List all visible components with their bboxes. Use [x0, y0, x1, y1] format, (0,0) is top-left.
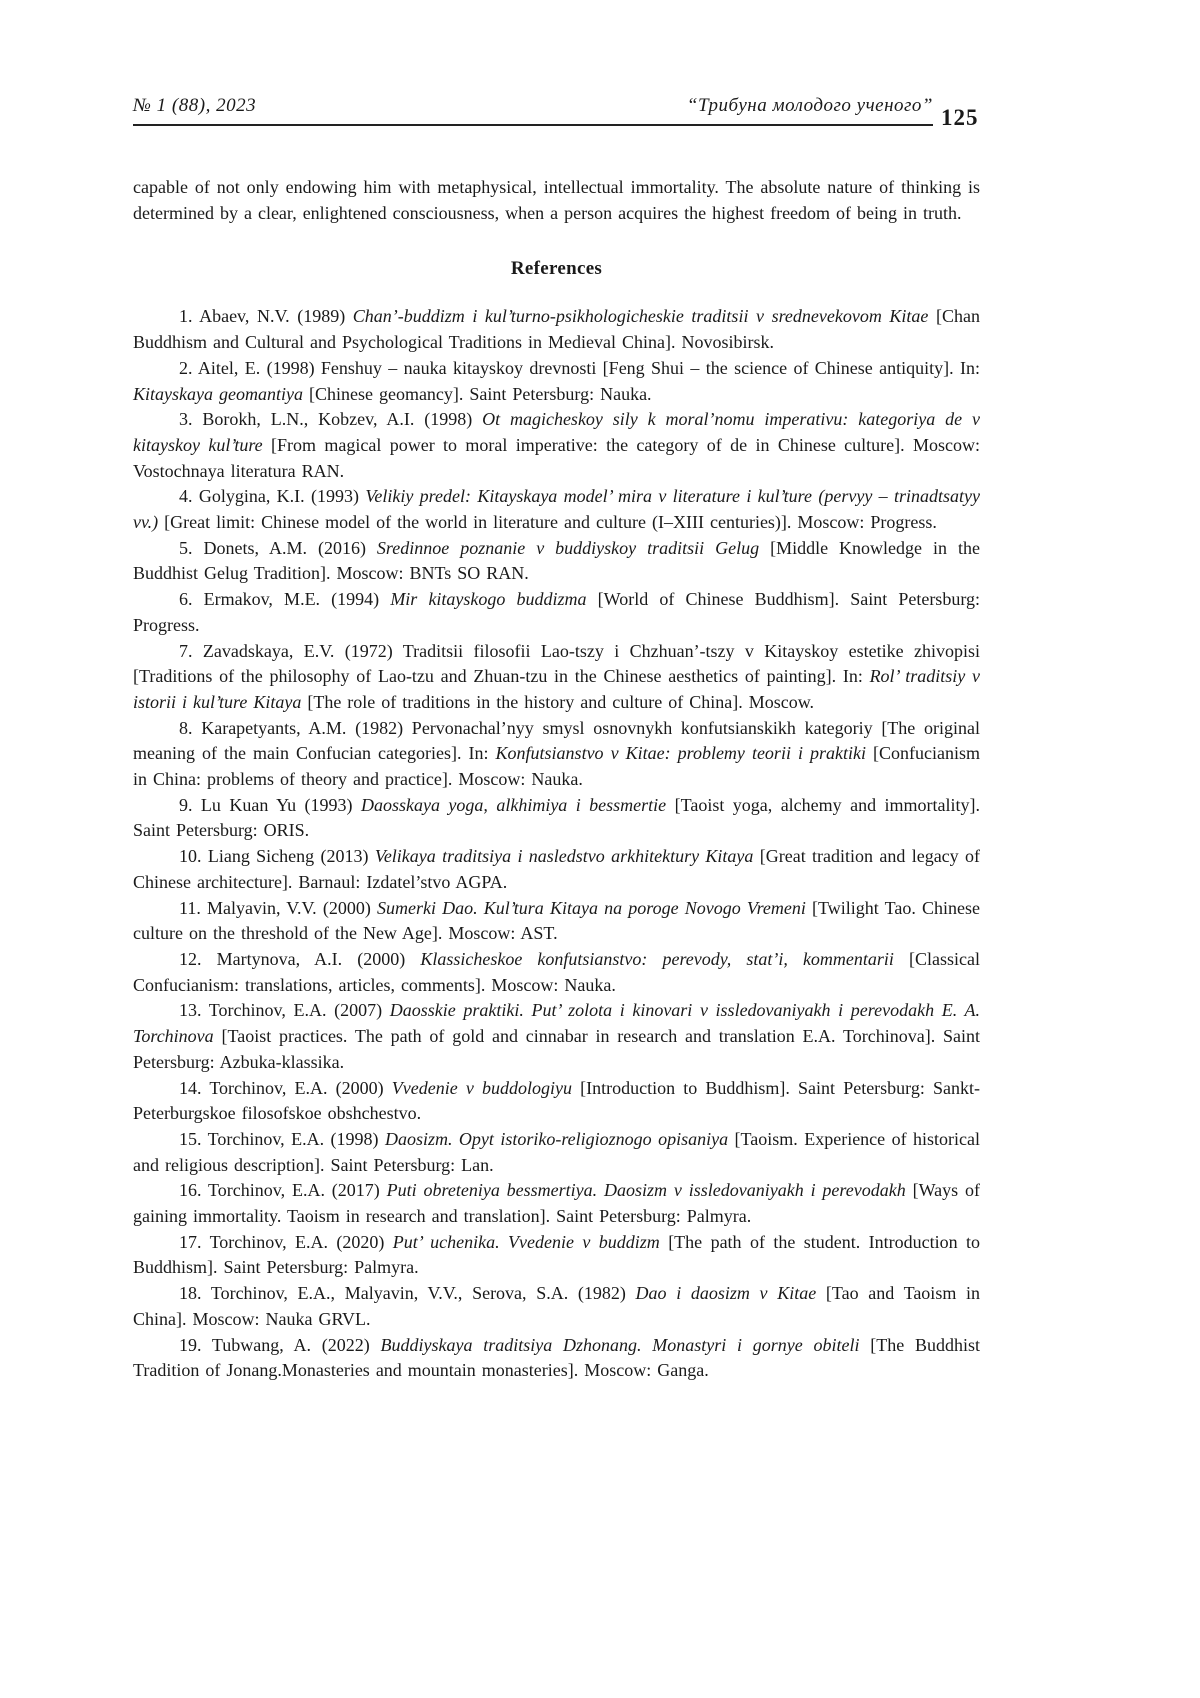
- reference-item: [133, 1127, 980, 1178]
- issue-label: № 1 (88), 2023: [133, 95, 257, 116]
- reference-item: [133, 356, 980, 407]
- reference-text: 3. Borokh, L.N., Kobzev, A.I. (1998): [179, 409, 483, 430]
- reference-text: 16. Torchinov, E.A. (2017): [179, 1180, 387, 1201]
- reference-item: [133, 304, 980, 355]
- reference-item: [133, 1230, 980, 1281]
- reference-text: [Great tradition and legacy of Chinese architecture]. Barnaul: Izdatel’stvo AGPA.: [133, 846, 981, 892]
- reference-title: Chan’-buddizm i kul’turno-psikhologicheskie traditsii v srednevekovom Kitae: [352, 306, 929, 327]
- reference-title: Dao i daosizm v Kitae: [635, 1283, 817, 1304]
- reference-text: 12. Martynova, A.I. (2000): [179, 948, 421, 969]
- reference-text: 7. Zavadskaya, E.V. (1972) Traditsii filosofii Lao-tszy i Chzhuan’-tszy v Kitayskoy estetike zhivopisi [Traditions of the philosophy of Lao-tzu and Zhuan-tzu in the Chinese aesthetics of painting]. In:: [133, 640, 980, 687]
- reference-text: [Taoism. Experience of historical and religious description]. Saint Petersburg: Lan.: [133, 1128, 981, 1175]
- reference-item: [133, 947, 980, 998]
- reference-text: [The path of the student. Introduction to Buddhism]. Saint Petersburg: Palmyra.: [133, 1231, 980, 1278]
- journal-title: “Трибуна молодого ученого”: [686, 95, 933, 116]
- reference-text: [Middle Knowledge in the Buddhist Gelug Tradition]. Moscow: BNTs SO RAN.: [133, 537, 980, 584]
- reference-text: 1. Abaev, N.V. (1989): [179, 306, 353, 327]
- reference-text: [The Buddhist Tradition of Jonang.Monasteries and mountain monasteries]. Moscow: Ganga.: [133, 1334, 980, 1381]
- reference-text: 18. Torchinov, E.A., Malyavin, V.V., Serova, S.A. (1982): [179, 1283, 636, 1304]
- reference-text: 4. Golygina, K.I. (1993): [179, 486, 366, 507]
- reference-title: Vvedenie v buddologiyu: [391, 1077, 572, 1098]
- page-number: 125: [941, 105, 979, 130]
- reference-title: Puti obreteniya bessmertiya. Daosizm v issledovaniyakh i perevodakh: [386, 1180, 906, 1201]
- reference-text: [From magical power to moral imperative: the category of de in Chinese culture]. Moscow: Vostochnaya literatura RAN.: [133, 434, 981, 481]
- reference-text: [Twilight Tao. Chinese culture on the threshold of the New Age]. Moscow: AST.: [133, 897, 980, 944]
- reference-title: Velikiy predel: Kitayskaya model’ mira v literature i kul’ture (pervyy – trinadtsatyy vv.): [133, 486, 980, 533]
- reference-item: [133, 536, 980, 587]
- reference-text: [The role of traditions in the history and culture of China]. Moscow.: [301, 691, 815, 712]
- reference-item: [133, 716, 980, 793]
- reference-item: [133, 407, 980, 484]
- reference-item: [133, 587, 980, 638]
- reference-title: Rol’ traditsiy v istorii i kul’ture Kitaya: [133, 666, 980, 712]
- reference-item: [133, 998, 980, 1075]
- reference-item: [133, 484, 980, 535]
- reference-title: Ot magicheskoy sily k moral’nomu imperativu: kategoriya de v kitayskoy kul’ture: [133, 409, 980, 455]
- page-content: [133, 95, 980, 1384]
- reference-item: [133, 1333, 980, 1384]
- reference-text: [Confucianism in China: problems of theory and practice]. Moscow: Nauka.: [133, 743, 980, 790]
- reference-text: [Tao and Taoism in China]. Moscow: Nauka GRVL.: [133, 1283, 980, 1329]
- reference-text: 14. Torchinov, E.A. (2000): [179, 1077, 392, 1098]
- reference-title: Sumerki Dao. Kul’tura Kitaya na poroge Novogo Vremeni: [376, 897, 806, 918]
- reference-text: 9. Lu Kuan Yu (1993): [179, 794, 361, 815]
- reference-text: [Great limit: Chinese model of the world in literature and culture (I–XIII centuries)]. Moscow: Progress.: [158, 512, 937, 533]
- reference-title: Buddiyskaya traditsiya Dzhonang. Monastyri i gornye obiteli: [380, 1334, 860, 1355]
- reference-text: [World of Chinese Buddhism]. Saint Petersburg: Progress.: [133, 589, 980, 635]
- reference-title: Mir kitayskogo buddizma: [390, 589, 587, 610]
- reference-text: 19. Tubwang, A. (2022): [179, 1334, 381, 1355]
- reference-text: [Ways of gaining immortality. Taoism in research and translation]. Saint Petersburg: Palmyra.: [133, 1180, 980, 1227]
- reference-title: Klassicheskoe konfutsianstvo: perevody, stat’i, kommentarii: [420, 948, 894, 969]
- reference-title: Kitayskaya geomantiya: [133, 383, 303, 404]
- reference-item: [133, 844, 980, 895]
- reference-text: 5. Donets, A.M. (2016): [179, 537, 377, 558]
- page-header: [133, 95, 980, 137]
- body-paragraph: capable of not only endowing him with metaphysical, intellectual immortality. The absolute nature of thinking is determined by a clear, enlightened consciousness, when a person acquires the highest freedom of being in truth.: [133, 177, 980, 223]
- reference-text: [Taoist yoga, alchemy and immortality]. Saint Petersburg: ORIS.: [133, 794, 980, 841]
- reference-text: 8. Karapetyants, A.M. (1982) Pervonachal’nyy smysl osnovnykh konfutsianskikh kategoriy [The original meaning of the main Confucian categories]. In:: [133, 717, 980, 764]
- reference-text: [Taoist practices. The path of gold and cinnabar in research and translation E.A. Torchinova]. Saint Petersburg: Azbuka-klassika.: [133, 1026, 980, 1072]
- reference-item: [133, 1281, 980, 1332]
- reference-title: Konfutsianstvo v Kitae: problemy teorii i praktiki: [495, 743, 866, 764]
- references-heading: References: [510, 258, 603, 280]
- reference-title: Put’ uchenika. Vvedenie v buddizm: [392, 1231, 660, 1252]
- reference-text: 11. Malyavin, V.V. (2000): [179, 897, 377, 918]
- reference-text: [Introduction to Buddhism]. Saint Petersburg: Sankt-Peterburgskoe filosofskoe obshchestvo.: [133, 1077, 980, 1124]
- reference-text: 2. Aitel, E. (1998) Fenshuy – nauka kitayskoy drevnosti [Feng Shui – the science of Chinese antiquity]. In:: [179, 357, 980, 378]
- reference-item: [133, 1076, 980, 1127]
- reference-text: 15. Torchinov, E.A. (1998): [179, 1128, 385, 1149]
- reference-text: 17. Torchinov, E.A. (2020): [179, 1231, 393, 1252]
- reference-item: [133, 793, 980, 844]
- reference-text: 6. Ermakov, M.E. (1994): [179, 589, 391, 610]
- reference-text: 10. Liang Sicheng (2013): [179, 846, 375, 867]
- reference-text: [Classical Confucianism: translations, articles, comments]. Moscow: Nauka.: [133, 948, 981, 995]
- reference-title: Velikaya traditsiya i nasledstvo arkhitektury Kitaya: [374, 846, 754, 867]
- reference-item: [133, 1178, 980, 1229]
- reference-item: [133, 639, 980, 716]
- reference-title: Daosskaya yoga, alkhimiya i bessmertie: [360, 794, 667, 815]
- header-rule: [133, 95, 933, 126]
- reference-item: [133, 896, 980, 947]
- reference-text: [Chinese geomancy]. Saint Petersburg: Nauka.: [302, 383, 652, 404]
- reference-title: Sredinnoe poznanie v buddiyskoy traditsii Gelug: [376, 537, 760, 558]
- reference-title: Daosizm. Opyt istoriko-religioznogo opisaniya: [384, 1128, 729, 1149]
- reference-title: Daosskie praktiki. Put’ zolota i kinovari v issledovaniyakh i perevodakh E. A. Torchinova: [133, 1000, 980, 1047]
- reference-text: [Chan Buddhism and Cultural and Psychological Traditions in Medieval China]. Novosibirsk.: [133, 306, 980, 353]
- references-list: [133, 304, 980, 1384]
- reference-text: 13. Torchinov, E.A. (2007): [179, 1000, 390, 1021]
